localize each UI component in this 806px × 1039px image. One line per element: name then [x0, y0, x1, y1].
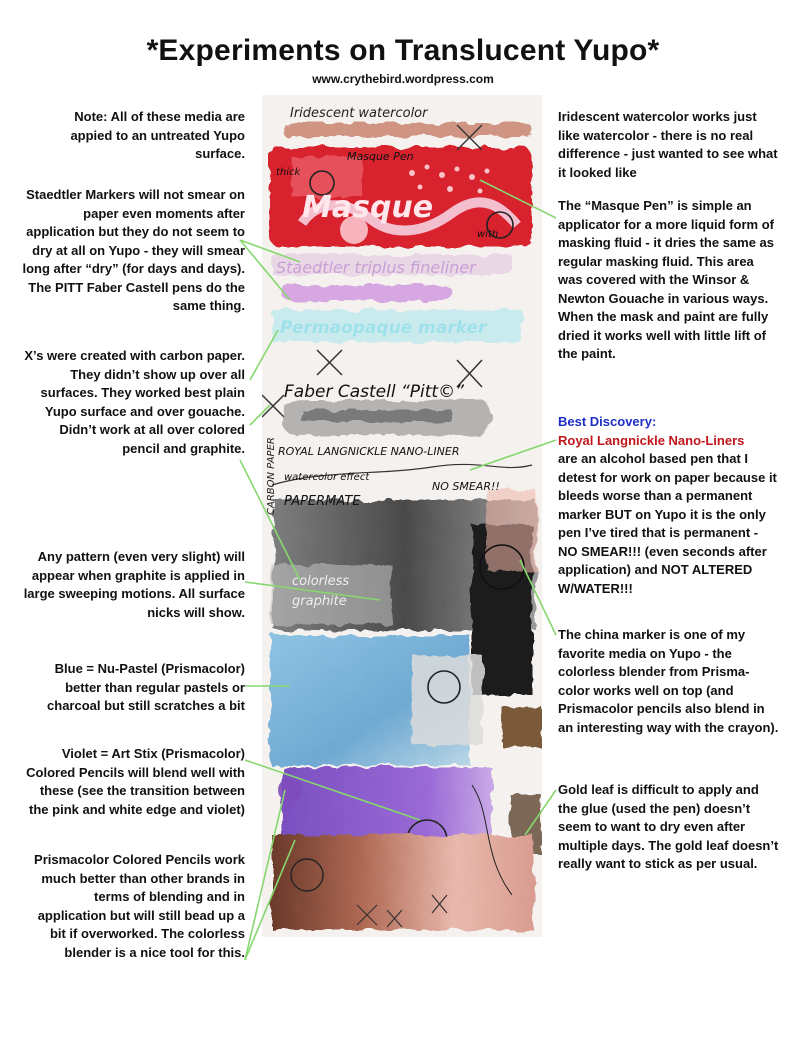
- leader-nano-liner: [470, 440, 556, 470]
- leader-china-marker: [520, 560, 556, 635]
- label-royal: ROYAL LANGNICKLE NANO-LINER: [278, 445, 460, 458]
- note-carbon-x: X’s were created with carbon paper. They didn’t show up over all surfaces. They worked best plain Yupo surface and over gouache. Didn’t work at all over colored pencil and graphite.: [24, 348, 245, 456]
- label-masque-pen: Masque Pen: [347, 150, 414, 163]
- label-thick: thick: [276, 167, 301, 178]
- note-gold-leaf: Gold leaf is difficult to apply and the glue (used the pen) doesn’t seem to want to dry even after multiple days. The gold leaf doesn’t really want to stick as per usual.: [558, 782, 779, 871]
- label-papermate: PAPERMATE: [284, 494, 361, 509]
- leader-masque: [480, 180, 556, 218]
- leader-gold-leaf: [525, 790, 556, 835]
- note-staedtler-markers: Staedtler Markers will not smear on paper even moments after application but they do not seem to dry at all on Yupo - they will smear long after “dry” (for days and days). The PITT Faber Castell pens do the same thing.: [22, 187, 245, 313]
- best-discovery-body: are an alcohol based pen that I detest for work on paper because it bleeds worse than a permanent marker BUT on Yupo it is the only pen I’ve tired that is permanent - NO SMEAR!!! (even seconds after application) and NOT ALTERED W/WATER!!!: [558, 451, 777, 596]
- label-colorless: colorless: [292, 574, 350, 589]
- leader-prismacolor-2: [245, 840, 295, 960]
- label-permaopaque: Permaopaque marker: [280, 318, 487, 338]
- note-prismacolor-pencils: Prismacolor Colored Pencils work much better than other brands in terms of blending and in application but will still bead up a bit if overworked. The colorless blender is a nice tool for this.: [34, 852, 245, 960]
- note-yupo-surface: Note: All of these media are appied to an untreated Yupo surface.: [70, 109, 245, 161]
- leader-x-marks: [250, 330, 278, 380]
- label-staedtler: Staedtler triplus fineliner: [276, 258, 476, 277]
- label-with: with: [477, 229, 499, 240]
- label-masque: Masque: [302, 190, 434, 225]
- label-watercolor-effect: watercolor effect: [284, 472, 370, 483]
- label-iridescent: Iridescent watercolor: [290, 106, 428, 121]
- label-carbon-paper: CARBON PAPER: [266, 437, 277, 515]
- leader-graphite: [245, 582, 380, 600]
- blog-url: www.crythebird.wordpress.com: [312, 72, 494, 86]
- note-blue-nupastel: Blue = Nu-Pastel (Prismacolor) better than regular pastels or charcoal but still scratches a bit: [47, 661, 245, 713]
- note-masque-pen: The “Masque Pen” is simple an applicator for a more liquid form of masking fluid - it dries the same as regular masking fluid. This area was covered with the Winsor & Newton Gouache in various ways. When the mask and paint are fully dried it works well with little lift of the paint.: [558, 198, 775, 361]
- label-no-smear: NO SMEAR!!: [432, 480, 500, 493]
- leader-violet: [245, 760, 420, 820]
- leader-carbon-paper: [240, 460, 300, 580]
- label-faber: Faber Castell “Pitt©”: [284, 382, 464, 402]
- note-violet-artstix: Violet = Art Stix (Prismacolor) Colored Pencils will blend well with these (see the transition between the pink and white edge and violet): [26, 746, 245, 817]
- page-title: *Experiments on Translucent Yupo*: [146, 34, 660, 67]
- best-discovery-product: Royal Langnickle Nano-Liners: [558, 432, 745, 448]
- best-discovery-heading: Best Discovery:: [558, 414, 657, 429]
- label-graphite: graphite: [292, 594, 347, 609]
- note-iridescent-watercolor: Iridescent watercolor works just like watercolor - there is no real difference - just wanted to see what it looked like: [558, 109, 778, 180]
- note-china-marker: The china marker is one of my favorite media on Yupo - the colorless blender from Prisma-color works well on top (and Prismacolor pencils also blend in an interesting way with the crayon).: [558, 627, 779, 735]
- note-graphite-pattern: Any pattern (even very slight) will appear when graphite is applied in large sweeping motions. All surface nicks will show.: [23, 549, 245, 620]
- leader-prismacolor-1: [245, 790, 285, 960]
- leader-x-marks-2: [250, 405, 270, 425]
